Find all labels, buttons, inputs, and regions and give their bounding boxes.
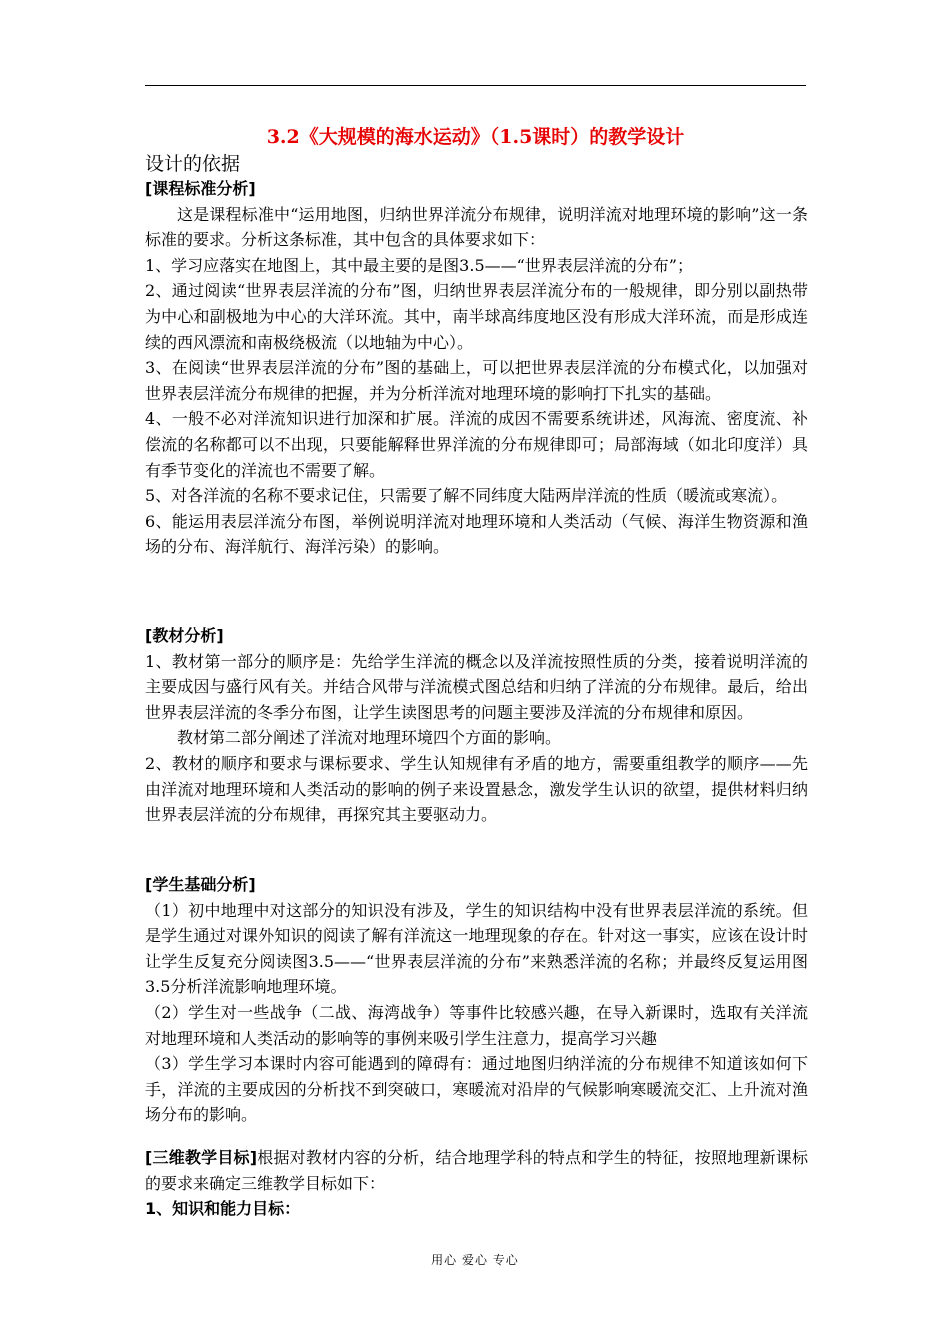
subheading: 1、知识和能力目标： (145, 1199, 301, 1219)
paragraph: （3）学生学习本课时内容可能遇到的障碍有：通过地图归纳洋流的分布规律不知道该如何下手，洋流的主要成因的分析找不到突破口，寒暖流对沿岸的气候影响寒暖流交汇、上升流对渔场分布的影响。 (145, 1054, 808, 1125)
list-item: 5、对各洋流的名称不要求记住，只需要了解不同纬度大陆两岸洋流的性质（暖流或寒流）。 (145, 486, 788, 506)
list-item: 2、通过阅读“世界表层洋流的分布”图，归纳世界表层洋流分布的一般规律，即分别以副热带为中心和副极地为中心的大洋环流。其中，南半球高纬度地区没有形成大洋环流，而是形成连续的西风漂流和南极绕极流（以地轴为中心）。 (145, 281, 808, 352)
paragraph: （2）学生对一些战争（二战、海湾战争）等事件比较感兴趣，在导入新课时，选取有关洋流对地理环境和人类活动的影响等的事例来吸引学生注意力，提高学习兴趣 (145, 1002, 808, 1048)
section-heading: [学生基础分析] (145, 875, 256, 894)
paragraph: 2、教材的顺序和要求与课标要求、学生认知规律有矛盾的地方，需要重组教学的顺序——先由洋流对地理环境和人类活动的影响的例子来设置悬念，激发学生认识的欲望，提供材料归纳世界表层洋流的分布规律，再探究其主要驱动力。 (145, 753, 808, 825)
list-item: 1、学习应落实在地图上，其中最主要的是图3.5——“世界表层洋流的分布”； (145, 255, 693, 275)
paragraph: （1）初中地理中对这部分的知识没有涉及，学生的知识结构中没有世界表层洋流的系统。但是学生通过对课外知识的阅读了解有洋流这一地理现象的存在。针对这一事实，应该在设计时让学生反复充分阅读图3.5——“世界表层洋流的分布”来熟悉洋流的名称；并最终反复运用图3.5分析洋流影响地理环境。 (145, 900, 808, 997)
document-title: 3.2《大规模的海水运动》（1.5课时）的教学设计 (266, 126, 685, 148)
paragraph: 这是课程标准中“运用地图，归纳世界洋流分布规律，说明洋流对地理环境的影响”这一条标准的要求。分析这条标准，其中包含的具体要求如下： (145, 204, 808, 250)
paragraph: 教材第二部分阐述了洋流对地理环境四个方面的影响。 (177, 728, 562, 748)
section-heading: [教材分析] (145, 626, 224, 645)
paragraph: 1、教材第一部分的顺序是：先给学生洋流的概念以及洋流按照性质的分类，接着说明洋流的主要成因与盛行风有关。并结合风带与洋流模式图总结和归纳了洋流的分布规律。最后，给出世界表层洋流的冬季分布图，让学生读图思考的问题主要涉及洋流的分布规律和原因。 (145, 651, 808, 722)
paragraph-text: 根据对教材内容的分析，结合地理学科的特点和学生的特征，按照地理新课标的要求来确定三维教学目标如下： (145, 1148, 808, 1193)
section-heading: [三维教学目标] (145, 1148, 258, 1167)
page-footer: 用心 爱心 专心 (431, 1253, 519, 1267)
section-teaching-goals (145, 1145, 808, 1222)
list-item: 4、一般不必对洋流知识进行加深和扩展。洋流的成因不需要系统讲述，风海流、密度流、补偿流的名称都可以不出现，只要能解释世界洋流的分布规律即可；局部海域（如北印度洋）具有季节变化的洋流也不需要了解。 (145, 409, 808, 480)
header-rule (145, 85, 806, 86)
paragraph (145, 1145, 808, 1196)
section-student-analysis (145, 872, 808, 1128)
section-heading: [课程标准分析] (145, 179, 256, 198)
list-item: 6、能运用表层洋流分布图，举例说明洋流对地理环境和人类活动（气候、海洋生物资源和渔场的分布、海洋航行、海洋污染）的影响。 (145, 511, 808, 557)
subtitle: 设计的依据 (145, 153, 241, 175)
section-textbook-analysis (145, 623, 808, 828)
section-curriculum-standard (145, 176, 808, 560)
list-item: 3、在阅读“世界表层洋流的分布”图的基础上，可以把世界表层洋流的分布模式化，以加强对世界表层洋流分布规律的把握，并为分析洋流对地理环境的影响打下扎实的基础。 (145, 358, 808, 403)
